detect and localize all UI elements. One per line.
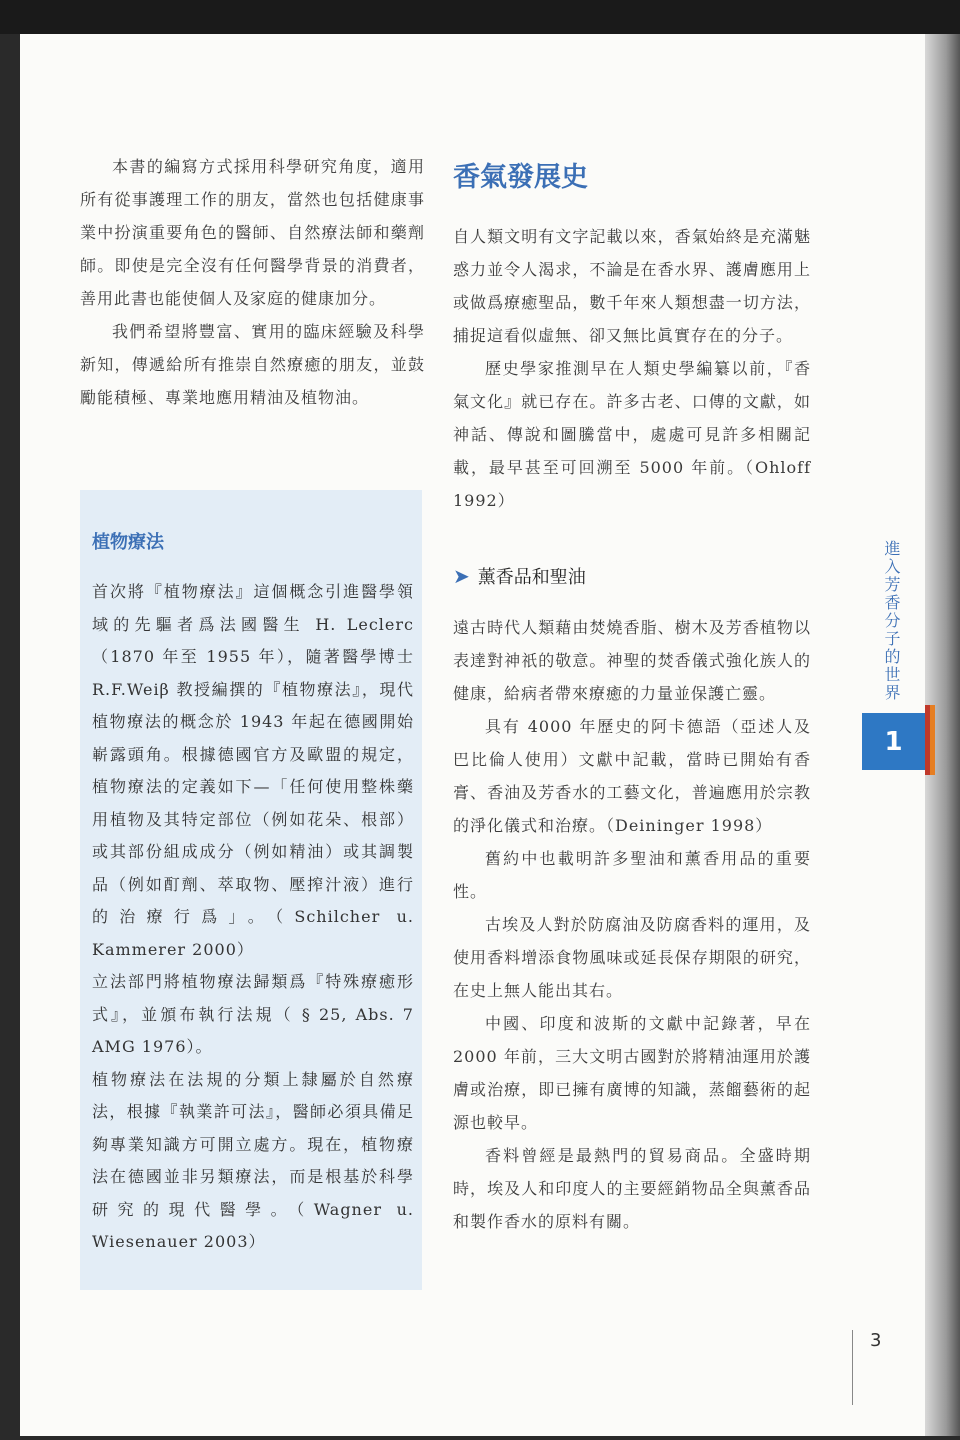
left-paragraph: 我們希望將豐富、實用的臨床經驗及科學新知，傳遞給所有推崇自然療癒的朋友，並鼓勵能積極、專業地應用精油及植物油。 bbox=[80, 322, 425, 407]
section-title: 香氣發展史 bbox=[453, 162, 588, 193]
body-paragraph: 古埃及人對於防腐油及防腐香料的運用，及使用香料增添食物風味或延長保存期限的研究，在史上無人能出其右。 bbox=[453, 915, 811, 1000]
body-paragraph: 中國、印度和波斯的文獻中記錄著，早在 2000 年前，三大文明古國對於將精油運用於護膚或治療，即已擁有廣博的知識，蒸餾藝術的起源也較早。 bbox=[453, 1014, 811, 1132]
chapter-tab: 1 bbox=[862, 713, 925, 770]
intro-paragraph: 自人類文明有文字記載以來，香氣始終是充滿魅惑力並令人渴求，不論是在香水界、護膚應用上或做爲療癒聖品，數千年來人類想盡一切方法，捕捉這看似虛無、卻又無比眞實存在的分子。 bbox=[453, 227, 811, 345]
sidebar-paragraph: 植物療法在法規的分類上隸屬於自然療法，根據『執業許可法』，醫師必須具備足夠專業知識方可開立處方。現在，植物療法在德國並非另類療法，而是根基於科學研究的現代醫學。（Wagner u. Wiesenauer 2003） bbox=[92, 1069, 414, 1251]
left-column bbox=[80, 150, 425, 414]
scan-top-border bbox=[0, 0, 960, 34]
page-number: 3 bbox=[870, 1330, 882, 1351]
subsection-title: 薰香品和聖油 bbox=[477, 567, 586, 588]
left-paragraph: 本書的編寫方式採用科學研究角度，適用所有從事護理工作的朋友，當然也包括健康事業中扮演重要角色的醫師、自然療法師和藥劑師。即使是完全沒有任何醫學背景的消費者，善用此書也能使個人及家庭的健康加分。 bbox=[80, 157, 425, 308]
sidebar-paragraph: 立法部門將植物療法歸類爲『特殊療癒形式』，並頒布執行法規（ § 25, Abs. 7 AMG 1976）。 bbox=[92, 972, 414, 1056]
subsection-heading bbox=[453, 563, 811, 589]
body-paragraph: 具有 4000 年歷史的阿卡德語（亞述人及巴比倫人使用）文獻中記載，當時已開始有香膏、香油及芳香水的工藝文化，普遍應用於宗教的淨化儀式和治療。（Deininger 1998） bbox=[453, 717, 811, 835]
sidebar-box-body bbox=[92, 576, 414, 1259]
right-column bbox=[453, 155, 811, 1238]
page-number-rule bbox=[852, 1330, 853, 1405]
arrow-right-icon: ➤ bbox=[453, 564, 470, 588]
chapter-side-label: 進入芳香分子的世界 bbox=[882, 540, 901, 702]
body-paragraph: 遠古時代人類藉由焚燒香脂、樹木及芳香植物以表達對神祇的敬意。神聖的焚香儀式強化族人的健康，給病者帶來療癒的力量並保護亡靈。 bbox=[453, 618, 811, 703]
body-paragraph: 香料曾經是最熱門的貿易商品。全盛時期時，埃及人和印度人的主要經銷物品全與薰香品和製作香水的原料有關。 bbox=[453, 1146, 811, 1231]
sidebar-paragraph: 首次將『植物療法』這個概念引進醫學領域的先驅者爲法國醫生 H. Leclerc （1870 年至 1955 年），隨著醫學博士 R.F.Weiβ 教授編撰的『植物療法』，現代植物療法的概念於 1943 年起在德國開始嶄露頭角。根據德國官方及歐盟的規定，植物療法的定義如下—「任何使用整株藥用植物及其特定部位（例如花朵、根部）或其部份組成成分（例如精油）或其調製品（例如酊劑、萃取物、壓搾汁液）進行的治療行爲」。（Schilcher u. Kammerer 2000） bbox=[92, 582, 414, 959]
body-paragraph: 舊約中也載明許多聖油和薰香用品的重要性。 bbox=[453, 849, 811, 901]
sidebar-box bbox=[80, 490, 422, 1290]
sidebar-box-title: 植物療法 bbox=[92, 532, 164, 553]
intro-paragraph: 歷史學家推測早在人類史學編纂以前，『香氣文化』就已存在。許多古老、口傳的文獻，如神話、傳說和圖騰當中，處處可見許多相關記載，最早甚至可回溯至 5000 年前。（Ohloff 1992） bbox=[453, 359, 811, 510]
tab-stripe-orange bbox=[930, 705, 935, 775]
